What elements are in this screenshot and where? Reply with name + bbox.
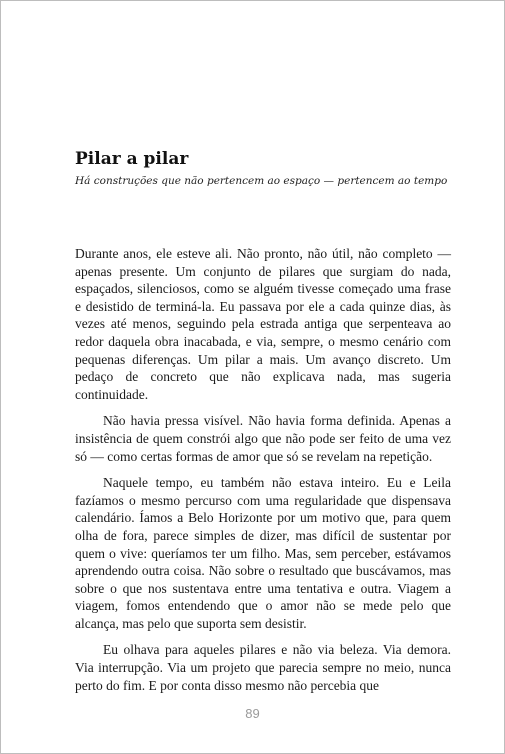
body-text (75, 245, 451, 703)
page-number: 89 (245, 706, 260, 721)
chapter-title: Pilar a pilar (75, 149, 189, 169)
paragraph: Naquele tempo, eu também não estava inteiro. Eu e Leila fazíamos o mesmo percurso com uma regularidade que dispensava calendário. Íamos a Belo Horizonte por um motivo que, para quem olha de fora, parece simples de dizer, mas difícil de sustentar por quem o vive: queríamos ter um filho. Mas, sem perceber, estávamos aprendendo outra coisa. Não sobre o resultado que buscávamos, mas sobre o que nos sustentava entre uma tentativa e outra. Viagem a viagem, fomos entendendo que o amor não se mede pelo que alcança, mas pelo que suporta sem desistir. (75, 475, 451, 631)
paragraph: Eu olhava para aqueles pilares e não via beleza. Via demora. Via interrupção. Via um projeto que parecia sempre no meio, nunca perto do fim. E por conta disso mesmo não percebia que (75, 642, 451, 693)
chapter-subtitle: Há construções que não pertencem ao espaço — pertencem ao tempo (75, 175, 448, 187)
paragraph: Não havia pressa visível. Não havia forma definida. Apenas a insistência de quem constrói algo que não pode ser feito de uma vez só — como certas formas de amor que só se revelam na repetição. (75, 413, 451, 464)
paragraph: Durante anos, ele esteve ali. Não pronto, não útil, não completo — apenas presente. Um conjunto de pilares que surgiam do nada, espaçados, silenciosos, como se alguém tivesse começado uma frase e desistido de terminá-la. Eu passava por ele a cada quinze dias, às vezes até menos, seguindo pela estrada antiga que serpenteava ao redor daquela obra inacabada, e via, sempre, o mesmo cenário com pequenas diferenças. Um pilar a mais. Um avanço discreto. Um pedaço de concreto que não explicava nada, mas sugeria continuidade. (75, 246, 451, 402)
